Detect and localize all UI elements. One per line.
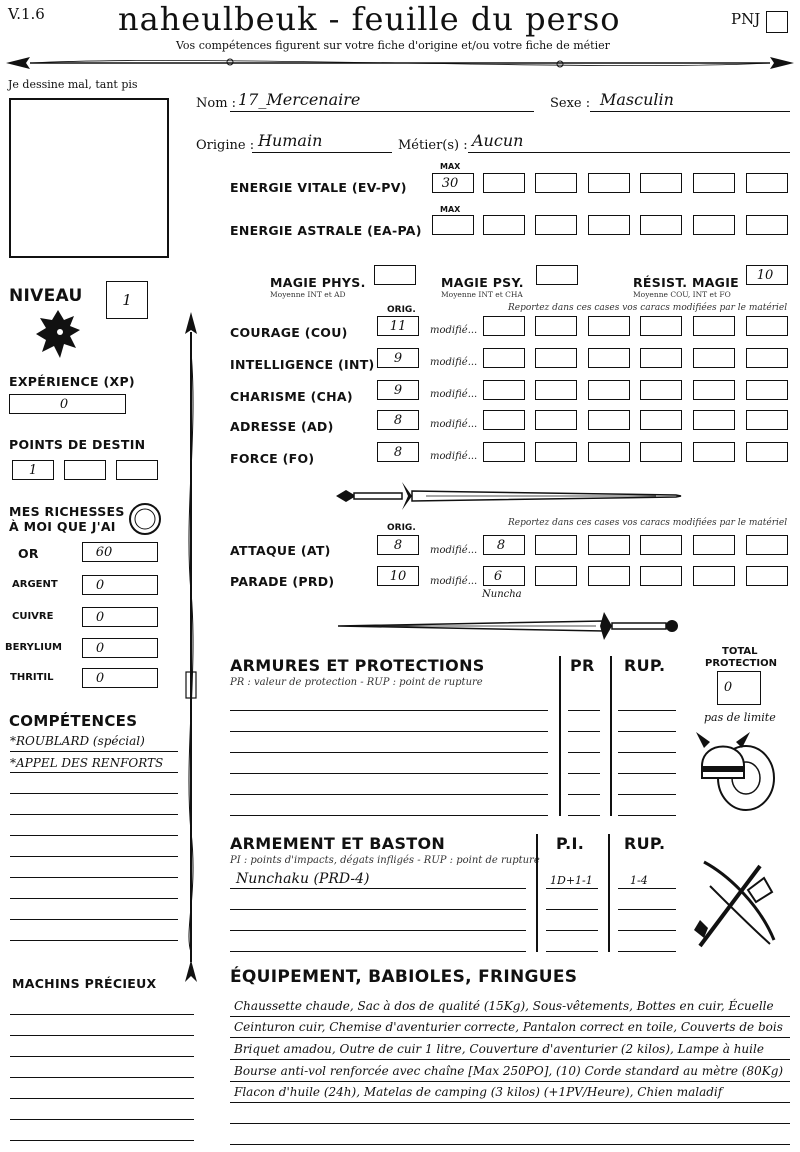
stat-mod-box[interactable] <box>693 348 735 368</box>
stat-mod-box[interactable] <box>693 410 735 430</box>
magie-phys-note: Moyenne INT et AD <box>270 290 346 299</box>
weapon-pi-line[interactable] <box>546 951 598 952</box>
ev-box[interactable] <box>746 173 788 193</box>
parade-mod-box[interactable] <box>640 566 682 586</box>
competence-line[interactable] <box>10 919 178 920</box>
weapon-row-line[interactable] <box>230 888 526 889</box>
magie-psy-box[interactable] <box>536 265 578 285</box>
stat-mod-box[interactable] <box>640 380 682 400</box>
total-protection-label-1: TOTAL <box>722 646 758 657</box>
weapon-rup: 1-4 <box>630 874 648 887</box>
stat-label-ad: ADRESSE (AD) <box>230 419 334 434</box>
pnj-label: PNJ <box>731 10 761 28</box>
ea-box[interactable] <box>746 215 788 235</box>
stat-label-fo: FORCE (FO) <box>230 451 315 466</box>
armement-label: ARMEMENT ET BASTON <box>230 834 446 853</box>
xp-value: 0 <box>59 397 69 412</box>
portrait-caption: Je dessine mal, tant pis <box>8 78 138 91</box>
competence-line[interactable] <box>10 835 178 836</box>
niveau-value: 1 <box>122 291 132 309</box>
equipement-line[interactable] <box>230 1144 790 1145</box>
ea-label: ENERGIE ASTRALE (EA-PA) <box>230 223 422 238</box>
ev-box[interactable] <box>588 173 630 193</box>
armure-row-line[interactable] <box>230 752 548 753</box>
weapon-pi-line[interactable] <box>546 909 598 910</box>
ea-box[interactable] <box>588 215 630 235</box>
sword-icon <box>336 478 686 514</box>
modifie-label: modifié... <box>430 451 478 462</box>
stat-mod-box[interactable] <box>483 380 525 400</box>
sword-icon <box>336 608 682 644</box>
stat-mod-box[interactable] <box>588 410 630 430</box>
stat-orig-value-int: 9 <box>393 351 403 366</box>
destin-box-2[interactable] <box>64 460 106 480</box>
nuncha-note: Nuncha <box>482 589 522 600</box>
modifie-label: modifié... <box>430 389 478 400</box>
stats-orig-label: ORIG. <box>387 305 416 315</box>
armure-row-line[interactable] <box>230 815 548 816</box>
richesses-label-1: MES RICHESSES <box>9 504 125 519</box>
ev-max-value: 30 <box>441 176 459 191</box>
attaque-mod-box[interactable] <box>535 535 577 555</box>
armure-rup-line[interactable] <box>618 815 676 816</box>
equipement-item: Ceinturon cuir, Chemise d'aventurier correcte, Pantalon correct en toile, Couverts de bois <box>234 1020 783 1034</box>
stat-mod-box[interactable] <box>640 348 682 368</box>
stat-mod-box[interactable] <box>640 442 682 462</box>
machins-line[interactable] <box>10 1056 194 1057</box>
ea-max-box[interactable] <box>432 215 474 235</box>
stat-mod-box[interactable] <box>535 348 577 368</box>
portrait-box[interactable] <box>9 98 169 258</box>
stat-mod-box[interactable] <box>746 348 788 368</box>
weapon-row-line[interactable] <box>230 930 526 931</box>
parade-mod-box[interactable] <box>588 566 630 586</box>
stat-mod-box[interactable] <box>693 442 735 462</box>
niveau-label: NIVEAU <box>9 286 83 306</box>
armure-row-line[interactable] <box>230 731 548 732</box>
stat-mod-box[interactable] <box>640 410 682 430</box>
stat-mod-box[interactable] <box>535 410 577 430</box>
stat-mod-box[interactable] <box>483 316 525 336</box>
ea-box[interactable] <box>640 215 682 235</box>
resist-magie-note: Moyenne COU, INT et FO <box>633 290 731 299</box>
weapon-rup-line[interactable] <box>618 909 676 910</box>
ev-box[interactable] <box>535 173 577 193</box>
stat-mod-box[interactable] <box>746 410 788 430</box>
attaque-mod-value: 8 <box>496 538 506 553</box>
stat-orig-value-cha: 9 <box>393 383 403 398</box>
stat-mod-box[interactable] <box>640 316 682 336</box>
weapon-pi-line[interactable] <box>546 930 598 931</box>
origine-label: Origine : <box>196 138 255 153</box>
stat-mod-box[interactable] <box>588 348 630 368</box>
modifie-label: modifié... <box>430 325 478 336</box>
parade-mod-box[interactable] <box>746 566 788 586</box>
weapon-row-line[interactable] <box>230 951 526 952</box>
page-title: naheulbeuk - feuille du perso <box>118 0 621 38</box>
armure-rup-line[interactable] <box>618 752 676 753</box>
ev-label: ENERGIE VITALE (EV-PV) <box>230 180 407 195</box>
equipement-item: Flacon d'huile (24h), Matelas de camping (3 kilos) (+1PV/Heure), Chien maladif <box>234 1085 723 1099</box>
destin-label: POINTS DE DESTIN <box>9 437 146 452</box>
equipement-line[interactable] <box>230 1123 790 1124</box>
magie-psy-note: Moyenne INT et CHA <box>441 290 523 299</box>
magie-phys-label: MAGIE PHYS. <box>270 275 366 290</box>
attaque-label: ATTAQUE (AT) <box>230 543 331 558</box>
stat-mod-box[interactable] <box>483 348 525 368</box>
pnj-checkbox[interactable] <box>766 11 788 33</box>
stat-mod-box[interactable] <box>588 442 630 462</box>
armure-pr-line[interactable] <box>568 794 600 795</box>
stat-mod-box[interactable] <box>483 410 525 430</box>
stat-orig-value-ad: 8 <box>393 413 403 428</box>
dragon-icon <box>34 306 84 362</box>
armures-divider <box>610 656 612 816</box>
armures-rup-label: RUP. <box>624 656 666 675</box>
competence-line[interactable] <box>10 856 178 857</box>
coin-icon <box>128 502 162 536</box>
armement-divider <box>536 834 538 952</box>
attaque-mod-box[interactable] <box>640 535 682 555</box>
berylium-label: BERYLIUM <box>5 642 63 653</box>
sexe-label: Sexe : <box>550 96 591 111</box>
stat-label-cou: COURAGE (COU) <box>230 325 348 340</box>
armure-rup-line[interactable] <box>618 710 676 711</box>
armures-note: PR : valeur de protection - RUP : point de rupture <box>230 677 483 688</box>
attaque-mod-box[interactable] <box>588 535 630 555</box>
stat-mod-box[interactable] <box>746 316 788 336</box>
thritil-label: THRITIL <box>10 672 54 683</box>
ev-box[interactable] <box>483 173 525 193</box>
sexe-value: Masculin <box>600 90 674 109</box>
modifie-label: modifié... <box>430 576 478 587</box>
ea-box[interactable] <box>535 215 577 235</box>
attaque-orig-value: 8 <box>393 538 403 553</box>
origine-value: Humain <box>258 131 323 150</box>
competence-line[interactable] <box>10 793 178 794</box>
destin-value-1: 1 <box>28 463 38 478</box>
metier-label: Métier(s) : <box>398 138 468 153</box>
machins-line[interactable] <box>10 1035 194 1036</box>
stat-mod-box[interactable] <box>693 316 735 336</box>
armure-row-line[interactable] <box>230 710 548 711</box>
competence-line[interactable] <box>10 751 178 752</box>
machins-line[interactable] <box>10 1140 194 1141</box>
machins-line[interactable] <box>10 1077 194 1078</box>
machins-line[interactable] <box>10 1119 194 1120</box>
total-protection-value: 0 <box>723 680 733 695</box>
nom-label: Nom : <box>196 96 237 111</box>
equipement-line[interactable] <box>230 1016 790 1017</box>
weapon-pi-line[interactable] <box>546 888 598 889</box>
modifie-label: modifié... <box>430 419 478 430</box>
weapon-row-line[interactable] <box>230 909 526 910</box>
stat-label-cha: CHARISME (CHA) <box>230 389 353 404</box>
ev-max-label: MAX <box>440 162 461 171</box>
armure-rup-line[interactable] <box>618 731 676 732</box>
equipement-label: ÉQUIPEMENT, BABIOLES, FRINGUES <box>230 967 578 987</box>
equipement-item: Bourse anti-vol renforcée avec chaîne [Max 250PO], (10) Corde standard au mètre (80Kg) <box>234 1064 784 1078</box>
armures-divider <box>559 656 561 816</box>
equipement-line[interactable] <box>230 1059 790 1060</box>
stat-mod-box[interactable] <box>535 316 577 336</box>
competence-line[interactable] <box>10 877 178 878</box>
weapon-rup-line[interactable] <box>618 930 676 931</box>
helmet-shield-icon <box>694 726 778 812</box>
armure-row-line[interactable] <box>230 773 548 774</box>
version-label: V.1.6 <box>8 5 45 23</box>
equipement-item: Chaussette chaude, Sac à dos de qualité (15Kg), Sous-vêtements, Bottes en cuir, Écuelle <box>234 999 774 1013</box>
no-limit-note: pas de limite <box>704 711 776 724</box>
weapon-rup-line[interactable] <box>618 888 676 889</box>
competence-line[interactable] <box>10 898 178 899</box>
attaque-mod-box[interactable] <box>746 535 788 555</box>
parade-orig-value: 10 <box>389 569 407 584</box>
cuivre-value: 0 <box>95 610 105 625</box>
stat-mod-box[interactable] <box>588 316 630 336</box>
weapon-rup-line[interactable] <box>618 951 676 952</box>
competence-line[interactable] <box>10 940 178 941</box>
thritil-value: 0 <box>95 671 105 686</box>
metier-value: Aucun <box>472 131 524 150</box>
stat-mod-box[interactable] <box>693 380 735 400</box>
modifie-label: modifié... <box>430 357 478 368</box>
parade-mod-value: 6 <box>493 569 503 584</box>
nom-value: 17_Mercenaire <box>238 90 361 109</box>
equipement-line[interactable] <box>230 1102 790 1103</box>
richesses-label-2: À MOI QUE J'AI <box>9 519 116 534</box>
ea-box[interactable] <box>693 215 735 235</box>
total-protection-label-2: PROTECTION <box>705 658 777 669</box>
destin-box-3[interactable] <box>116 460 158 480</box>
stat-mod-box[interactable] <box>483 442 525 462</box>
armures-pr-label: PR <box>570 656 595 675</box>
crossed-weapons-icon <box>690 856 782 950</box>
stat-mod-box[interactable] <box>746 380 788 400</box>
resist-magie-value: 10 <box>756 268 774 283</box>
attaque-mod-box[interactable] <box>693 535 735 555</box>
page-subtitle: Vos compétences figurent sur votre fiche d'origine et/ou votre fiche de métier <box>176 39 610 52</box>
parade-mod-box[interactable] <box>535 566 577 586</box>
stat-mod-box[interactable] <box>535 380 577 400</box>
armure-pr-line[interactable] <box>568 752 600 753</box>
ea-max-label: MAX <box>440 205 461 214</box>
ev-box[interactable] <box>693 173 735 193</box>
machins-line[interactable] <box>10 1098 194 1099</box>
armure-pr-line[interactable] <box>568 731 600 732</box>
armures-label: ARMURES ET PROTECTIONS <box>230 656 485 675</box>
competences-label: COMPÉTENCES <box>9 712 138 730</box>
armement-rup-label: RUP. <box>624 834 666 853</box>
ev-box[interactable] <box>640 173 682 193</box>
combat-orig-label: ORIG. <box>387 523 416 533</box>
or-value: 60 <box>95 545 113 560</box>
combat-note: Reportez dans ces cases vos caracs modifiées par le matériel <box>508 518 788 528</box>
xp-label: EXPÉRIENCE (XP) <box>9 374 135 389</box>
stat-mod-box[interactable] <box>535 442 577 462</box>
stat-orig-value-fo: 8 <box>393 445 403 460</box>
stat-orig-value-cou: 11 <box>389 319 407 334</box>
parade-label: PARADE (PRD) <box>230 574 335 589</box>
magie-psy-label: MAGIE PSY. <box>441 275 524 290</box>
armure-pr-line[interactable] <box>568 815 600 816</box>
vertical-spear-icon <box>180 312 202 982</box>
modifie-label: modifié... <box>430 545 478 556</box>
competence-line[interactable] <box>10 772 178 773</box>
argent-value: 0 <box>95 578 105 593</box>
competence-line[interactable] <box>10 814 178 815</box>
armement-note: PI : points d'impacts, dégats infligés - RUP : point de rupture <box>230 855 540 866</box>
weapon-name: Nunchaku (PRD-4) <box>236 871 370 887</box>
or-label: OR <box>18 546 39 561</box>
armure-row-line[interactable] <box>230 794 548 795</box>
weapon-pi: 1D+1-1 <box>550 874 593 887</box>
stats-note: Reportez dans ces cases vos caracs modifiées par le matériel <box>508 303 788 313</box>
armure-rup-line[interactable] <box>618 794 676 795</box>
stat-mod-box[interactable] <box>746 442 788 462</box>
stat-label-int: INTELLIGENCE (INT) <box>230 357 375 372</box>
armure-pr-line[interactable] <box>568 710 600 711</box>
equipement-line[interactable] <box>230 1037 790 1038</box>
armement-pi-label: P.I. <box>556 834 585 853</box>
stat-mod-box[interactable] <box>588 380 630 400</box>
resist-magie-label: RÉSIST. MAGIE <box>633 275 740 290</box>
equipement-item: Briquet amadou, Outre de cuir 1 litre, Couverture d'aventurier (2 kilos), Lampe à huile <box>234 1042 764 1056</box>
competence-item: *ROUBLARD (spécial) <box>10 734 145 748</box>
armement-divider <box>608 834 610 952</box>
machins-label: MACHINS PRÉCIEUX <box>12 976 157 991</box>
competence-item: *APPEL DES RENFORTS <box>10 756 164 770</box>
cuivre-label: CUIVRE <box>12 611 54 622</box>
ea-box[interactable] <box>483 215 525 235</box>
armure-rup-line[interactable] <box>618 773 676 774</box>
magie-phys-box[interactable] <box>374 265 416 285</box>
armure-pr-line[interactable] <box>568 773 600 774</box>
spear-divider-icon <box>0 52 800 74</box>
berylium-value: 0 <box>95 641 105 656</box>
argent-label: ARGENT <box>12 579 58 590</box>
machins-line[interactable] <box>10 1014 194 1015</box>
parade-mod-box[interactable] <box>693 566 735 586</box>
equipement-line[interactable] <box>230 1081 790 1082</box>
